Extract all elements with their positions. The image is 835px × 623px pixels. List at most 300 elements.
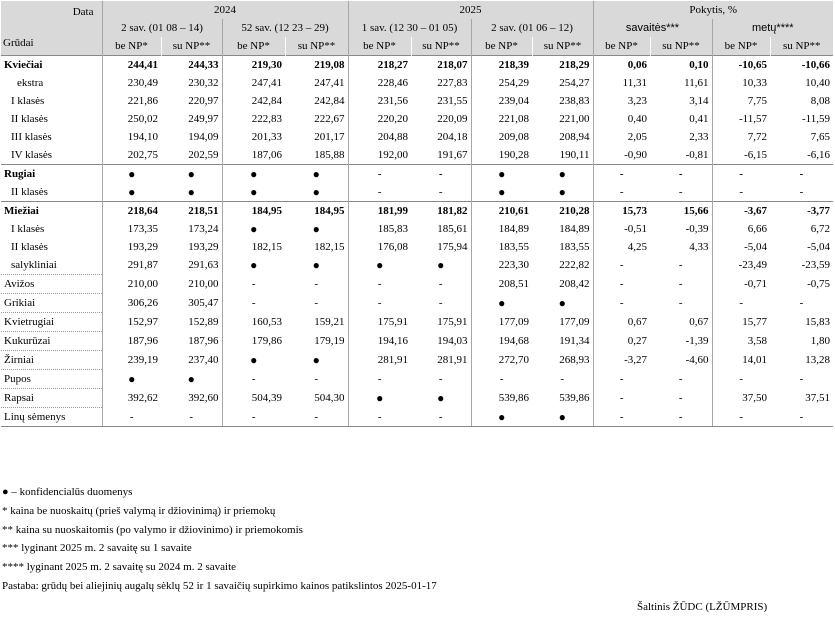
table-cell: 210,61 (471, 202, 532, 221)
table-cell: - (222, 275, 285, 294)
table-cell: 184,95 (222, 202, 285, 221)
table-cell: 244,33 (161, 56, 222, 75)
table-cell: -10,66 (770, 56, 833, 75)
table-cell: ● (102, 370, 161, 389)
table-row (1, 146, 833, 165)
table-row (1, 389, 833, 408)
table-cell: - (593, 408, 650, 427)
footnote: Pastaba: grūdų bei aliejinių augalų sėklų 52 ir 1 savaičių supirkimo kainos patikslintos 2025-01-17 (2, 579, 437, 592)
table-cell: 176,08 (348, 238, 411, 256)
table-row (1, 332, 833, 351)
price-table (1, 1, 833, 427)
table-cell: 210,00 (102, 275, 161, 294)
table-cell: 194,09 (188, 131, 219, 143)
table-cell: 4,25 (593, 238, 650, 256)
table-cell: 10,33 (712, 74, 770, 92)
row-label: Miežiai (1, 202, 102, 221)
table-row (1, 408, 833, 427)
table-cell: 218,27 (348, 56, 411, 75)
table-cell: 218,07 (411, 56, 471, 75)
table-cell: 185,88 (314, 149, 345, 161)
table-cell: - (314, 297, 319, 309)
table-cell: ● (312, 258, 320, 273)
table-cell: -0,90 (593, 146, 650, 165)
table-cell: 230,49 (102, 74, 161, 92)
table-cell: 187,06 (222, 146, 285, 165)
table-cell: 238,83 (559, 95, 590, 107)
table-cell: 0,40 (593, 110, 650, 128)
table-cell: 182,15 (222, 238, 285, 256)
change-header: Pokytis, % (593, 1, 833, 19)
table-cell: - (712, 370, 770, 389)
table-row (1, 370, 833, 389)
table-cell: 306,26 (102, 294, 161, 313)
weekly-change-header: savaitės*** (593, 19, 712, 37)
table-cell: 202,59 (188, 149, 219, 161)
table-cell: - (593, 389, 650, 408)
table-cell: - (222, 294, 285, 313)
table-cell: 218,29 (532, 56, 593, 75)
table-cell: - (438, 278, 443, 290)
table-cell: 1,80 (810, 335, 830, 347)
table-cell: - (678, 392, 683, 404)
table-cell: -0,75 (807, 278, 830, 290)
table-cell: ● (222, 165, 285, 184)
table-cell: - (678, 373, 683, 385)
table-cell: 392,62 (102, 389, 161, 408)
table-cell: 173,35 (102, 220, 161, 238)
table-row (1, 183, 833, 202)
table-cell: 539,86 (471, 389, 532, 408)
table-cell: 14,01 (712, 351, 770, 370)
table-cell: 183,55 (471, 238, 532, 256)
table-cell: 2,33 (689, 131, 709, 143)
table-cell: ● (532, 165, 593, 184)
table-cell: ● (471, 165, 532, 184)
row-label: I klasės (11, 95, 45, 107)
table-cell: - (285, 408, 348, 427)
table-cell: 242,84 (222, 92, 285, 110)
table-cell: -3,67 (712, 202, 770, 221)
row-label: II klasės (11, 241, 48, 253)
su-np-header: su NP** (770, 37, 833, 56)
row-label: III klasės (11, 131, 52, 143)
table-cell: 185,83 (348, 220, 411, 238)
table-cell: 184,89 (559, 223, 590, 235)
table-cell: 37,50 (712, 389, 770, 408)
table-cell: - (770, 408, 833, 427)
be-np-header: be NP* (471, 37, 532, 56)
table-cell: ● (471, 183, 532, 202)
table-cell: 187,96 (102, 332, 161, 351)
table-cell: - (799, 186, 804, 198)
table-cell: 191,67 (437, 149, 468, 161)
table-cell: ● (558, 185, 566, 199)
row-label: I klasės (11, 223, 45, 235)
table-cell: 179,86 (222, 332, 285, 351)
table-cell: 183,55 (559, 241, 590, 253)
su-np-header: su NP** (411, 37, 471, 56)
table-row (1, 313, 833, 332)
table-cell: - (314, 373, 319, 385)
week-header: 52 sav. (12 23 – 29) (222, 19, 348, 37)
table-cell: 208,42 (559, 278, 590, 290)
table-row (1, 238, 833, 256)
table-cell: 539,86 (559, 392, 590, 404)
table-cell: - (438, 297, 443, 309)
table-cell: 305,47 (188, 297, 219, 309)
footnotes (2, 483, 437, 596)
table-cell: 15,73 (593, 202, 650, 221)
table-cell: 6,66 (712, 220, 770, 238)
table-cell: 222,82 (559, 259, 590, 272)
table-row (1, 74, 833, 92)
table-row (1, 351, 833, 370)
table-cell: 159,21 (314, 316, 345, 328)
table-cell: -0,71 (712, 275, 770, 294)
row-label: ekstra (17, 77, 44, 89)
table-cell: 175,91 (437, 316, 468, 328)
table-cell: - (678, 297, 683, 309)
table-cell: ● (558, 296, 566, 310)
table-cell: 204,18 (437, 131, 468, 143)
footnote: **** lyginant 2025 m. 2 savaitę su 2024 m. 2 savaite (2, 561, 237, 574)
row-label: Kviečiai (1, 56, 102, 75)
table-cell: 8,08 (810, 95, 830, 107)
table-cell: 173,24 (188, 223, 219, 235)
table-cell: - (471, 370, 532, 389)
table-cell: 177,09 (471, 313, 532, 332)
table-cell: 218,64 (102, 202, 161, 221)
week-header: 2 sav. (01 06 – 12) (471, 19, 593, 37)
table-cell: ● (187, 185, 195, 199)
table-cell: - (593, 275, 650, 294)
table-cell: ● (532, 408, 593, 427)
table-cell: ● (348, 256, 411, 275)
table-cell: 192,00 (348, 146, 411, 165)
table-cell: - (348, 165, 411, 184)
row-label: Linų sėmenys (1, 408, 102, 427)
table-cell: - (650, 408, 712, 427)
table-cell: 247,41 (314, 77, 345, 89)
row-label: Kvietrugiai (1, 313, 102, 332)
row-label: Kukurūzai (1, 332, 102, 351)
table-cell: 504,39 (222, 389, 285, 408)
table-cell: - (411, 408, 471, 427)
table-cell: - (712, 408, 770, 427)
table-cell: -23,59 (801, 259, 830, 272)
table-cell: -0,81 (685, 149, 709, 161)
table-cell: 181,82 (411, 202, 471, 221)
table-cell: -23,49 (712, 256, 770, 275)
table-cell: 219,30 (222, 56, 285, 75)
table-cell: 281,91 (437, 354, 468, 366)
table-cell: 208,94 (559, 131, 590, 143)
table-cell: 237,40 (188, 354, 219, 366)
footnote: * kaina be nuoskaitų (prieš valymą ir džiovinimą) ir priemokų (2, 504, 276, 517)
table-cell: - (222, 370, 285, 389)
table-cell: ● (471, 408, 532, 427)
table-cell: 15,77 (712, 313, 770, 332)
header-row-weeks (1, 19, 833, 37)
table-cell: 194,03 (437, 335, 468, 347)
table-cell: 227,83 (437, 77, 468, 89)
table-cell: 13,28 (805, 354, 830, 366)
table-cell: - (411, 165, 471, 184)
be-np-header: be NP* (712, 37, 770, 56)
table-cell: 194,16 (348, 332, 411, 351)
table-cell: 184,89 (471, 220, 532, 238)
table-cell: 281,91 (348, 351, 411, 370)
table-cell: 242,84 (314, 95, 345, 107)
table-cell: 239,04 (471, 92, 532, 110)
table-cell: 221,86 (102, 92, 161, 110)
table-cell: 184,95 (285, 202, 348, 221)
table-cell: - (438, 373, 443, 385)
table-cell: 15,83 (805, 316, 830, 328)
table-cell: 175,94 (437, 241, 468, 253)
table-cell: 0,41 (689, 113, 709, 125)
table-cell: ● (161, 165, 222, 184)
table-cell: 0,67 (593, 313, 650, 332)
table-cell: -0,39 (685, 223, 709, 235)
table-cell: 219,08 (285, 56, 348, 75)
header-row-np (1, 37, 833, 56)
table-cell: - (222, 408, 285, 427)
table-cell: 10,40 (805, 77, 830, 89)
table-cell: 152,89 (188, 316, 219, 328)
table-cell: - (314, 278, 319, 290)
header-corner (1, 1, 102, 56)
be-np-header: be NP* (222, 37, 285, 56)
row-label: Rugiai (1, 165, 102, 184)
table-cell: 222,83 (222, 110, 285, 128)
row-label: IV klasės (11, 149, 53, 161)
table-cell: 239,19 (102, 351, 161, 370)
table-cell: - (593, 256, 650, 275)
table-cell: 0,06 (593, 56, 650, 75)
table-cell: 160,53 (222, 313, 285, 332)
table-cell: ● (471, 294, 532, 313)
be-np-header: be NP* (102, 37, 161, 56)
table-cell: - (348, 294, 411, 313)
week-header: 2 sav. (01 08 – 14) (102, 19, 222, 37)
row-label: II klasės (11, 113, 48, 125)
row-label: Grikiai (1, 294, 102, 313)
table-cell: 201,33 (222, 128, 285, 146)
footnote: ● – konfidencialūs duomenys (2, 486, 133, 498)
table-cell: - (593, 165, 650, 184)
source-label: Šaltinis ŽŪDC (LŽŪMPRIS) (637, 601, 768, 613)
table-cell: 220,09 (437, 113, 468, 125)
year-2025-header: 2025 (348, 1, 593, 19)
table-cell: ● (312, 353, 320, 367)
table-cell: 181,99 (348, 202, 411, 221)
table-cell: -6,15 (712, 146, 770, 165)
su-np-header: su NP** (161, 37, 222, 56)
table-cell: 7,65 (810, 131, 830, 143)
table-cell: - (348, 370, 411, 389)
table-cell: 0,67 (689, 316, 709, 328)
table-cell: 190,28 (471, 146, 532, 165)
table-cell: - (650, 165, 712, 184)
table-cell: - (678, 259, 683, 272)
table-cell: - (438, 186, 443, 198)
table-row (1, 202, 833, 221)
table-cell: ● (437, 258, 445, 273)
table-cell: 4,33 (689, 241, 709, 253)
table-cell: 7,72 (712, 128, 770, 146)
table-cell: 223,30 (471, 256, 532, 275)
table-cell: 291,63 (188, 259, 219, 272)
table-cell: 218,51 (161, 202, 222, 221)
table-cell: 201,17 (314, 131, 345, 143)
table-cell: 230,32 (188, 77, 219, 89)
table-cell: 254,29 (471, 74, 532, 92)
table-row (1, 56, 833, 75)
table-cell: 15,66 (650, 202, 712, 221)
table-row (1, 128, 833, 146)
table-cell: 187,96 (188, 335, 219, 347)
table-cell: - (593, 370, 650, 389)
table-cell: 228,46 (348, 74, 411, 92)
table-cell: 185,61 (437, 223, 468, 235)
table-cell: - (799, 373, 804, 385)
table-cell: 3,58 (712, 332, 770, 351)
row-label: II klasės (11, 186, 48, 198)
table-row (1, 92, 833, 110)
row-label: Pupos (1, 370, 102, 389)
table-cell: 175,91 (348, 313, 411, 332)
table-cell: 182,15 (314, 241, 345, 253)
table-cell: 244,41 (102, 56, 161, 75)
table-cell: 194,68 (471, 332, 532, 351)
table-cell: -1,39 (685, 335, 709, 347)
table-cell: 191,34 (559, 335, 590, 347)
table-cell: 37,51 (805, 392, 830, 404)
table-cell: 0,27 (593, 332, 650, 351)
year-2024-header: 2024 (102, 1, 348, 19)
table-cell: - (712, 165, 770, 184)
table-cell: - (678, 278, 683, 290)
table-cell: ● (102, 183, 161, 202)
table-cell: 6,72 (810, 223, 830, 235)
table-cell: - (161, 408, 222, 427)
table-cell: 247,41 (222, 74, 285, 92)
table-cell: - (348, 275, 411, 294)
table-cell: 193,29 (102, 238, 161, 256)
table-cell: ● (285, 165, 348, 184)
footnote: ** kaina su nuoskaitomis (po valymo ir džiovinimo) ir priemokomis (2, 523, 303, 536)
table-cell: 179,19 (314, 335, 345, 347)
yearly-change-header: metų**** (712, 19, 833, 37)
table-cell: 209,08 (471, 128, 532, 146)
be-np-header: be NP* (593, 37, 650, 56)
table-cell: ● (437, 391, 445, 405)
table-cell: ● (222, 351, 285, 370)
table-cell: 3,23 (593, 92, 650, 110)
table-cell: 220,20 (348, 110, 411, 128)
table-cell: 152,97 (102, 313, 161, 332)
header-row-years (1, 1, 833, 19)
table-cell: 177,09 (559, 316, 590, 328)
table-cell: 231,55 (437, 95, 468, 107)
row-label: Rapsai (1, 389, 102, 408)
table-cell: - (678, 186, 683, 198)
table-cell: 221,00 (559, 113, 590, 125)
table-body (1, 56, 833, 427)
table-cell: ● (187, 372, 195, 386)
table-row (1, 165, 833, 184)
table-cell: 210,00 (188, 278, 219, 290)
table-cell: 11,31 (593, 74, 650, 92)
table-cell: -11,59 (801, 113, 830, 125)
grudai-label: Grūdai (3, 37, 34, 49)
footnote: *** lyginant 2025 m. 2 savaitę su 1 savaite (2, 542, 192, 555)
table-cell: - (770, 165, 833, 184)
table-cell: - (712, 294, 770, 313)
table-cell: ● (222, 256, 285, 275)
table-cell: -11,57 (712, 110, 770, 128)
su-np-header: su NP** (532, 37, 593, 56)
table-row (1, 220, 833, 238)
table-cell: -10,65 (712, 56, 770, 75)
table-cell: 250,02 (102, 110, 161, 128)
table-cell: 272,70 (471, 351, 532, 370)
table-cell: -6,16 (807, 149, 830, 161)
data-label: Data (72, 6, 94, 18)
table-row (1, 275, 833, 294)
table-cell: 3,14 (689, 95, 709, 107)
table-cell: 193,29 (188, 241, 219, 253)
table-cell: 291,87 (102, 256, 161, 275)
table-cell: - (799, 297, 804, 309)
table-cell: 221,08 (471, 110, 532, 128)
table-cell: -0,51 (593, 220, 650, 238)
table-cell: 2,05 (593, 128, 650, 146)
table-cell: - (102, 408, 161, 427)
table-cell: ● (222, 220, 285, 238)
table-cell: 249,97 (188, 113, 219, 125)
row-label: Žirniai (1, 351, 102, 370)
table-cell: - (348, 408, 411, 427)
table-cell: - (348, 183, 411, 202)
table-cell: 190,11 (559, 149, 590, 161)
table-row (1, 256, 833, 275)
table-cell: 218,39 (471, 56, 532, 75)
table-cell: 254,27 (559, 77, 590, 89)
table-row (1, 110, 833, 128)
table-cell: -4,60 (685, 354, 709, 366)
su-np-header: su NP** (650, 37, 712, 56)
be-np-header: be NP* (348, 37, 411, 56)
table-cell: 208,51 (471, 275, 532, 294)
table-cell: -5,04 (712, 238, 770, 256)
table-cell: ● (348, 389, 411, 408)
table-cell: - (712, 183, 770, 202)
table-cell: 202,75 (102, 146, 161, 165)
table-row (1, 294, 833, 313)
table-cell: 268,93 (559, 354, 590, 366)
row-label: salykliniai (11, 259, 57, 271)
table-cell: ● (222, 183, 285, 202)
table-cell: 210,28 (532, 202, 593, 221)
table-cell: 222,67 (314, 113, 345, 125)
table-cell: 11,61 (684, 77, 709, 89)
su-np-header: su NP** (285, 37, 348, 56)
table-cell: ● (102, 165, 161, 184)
table-cell: ● (312, 222, 320, 236)
